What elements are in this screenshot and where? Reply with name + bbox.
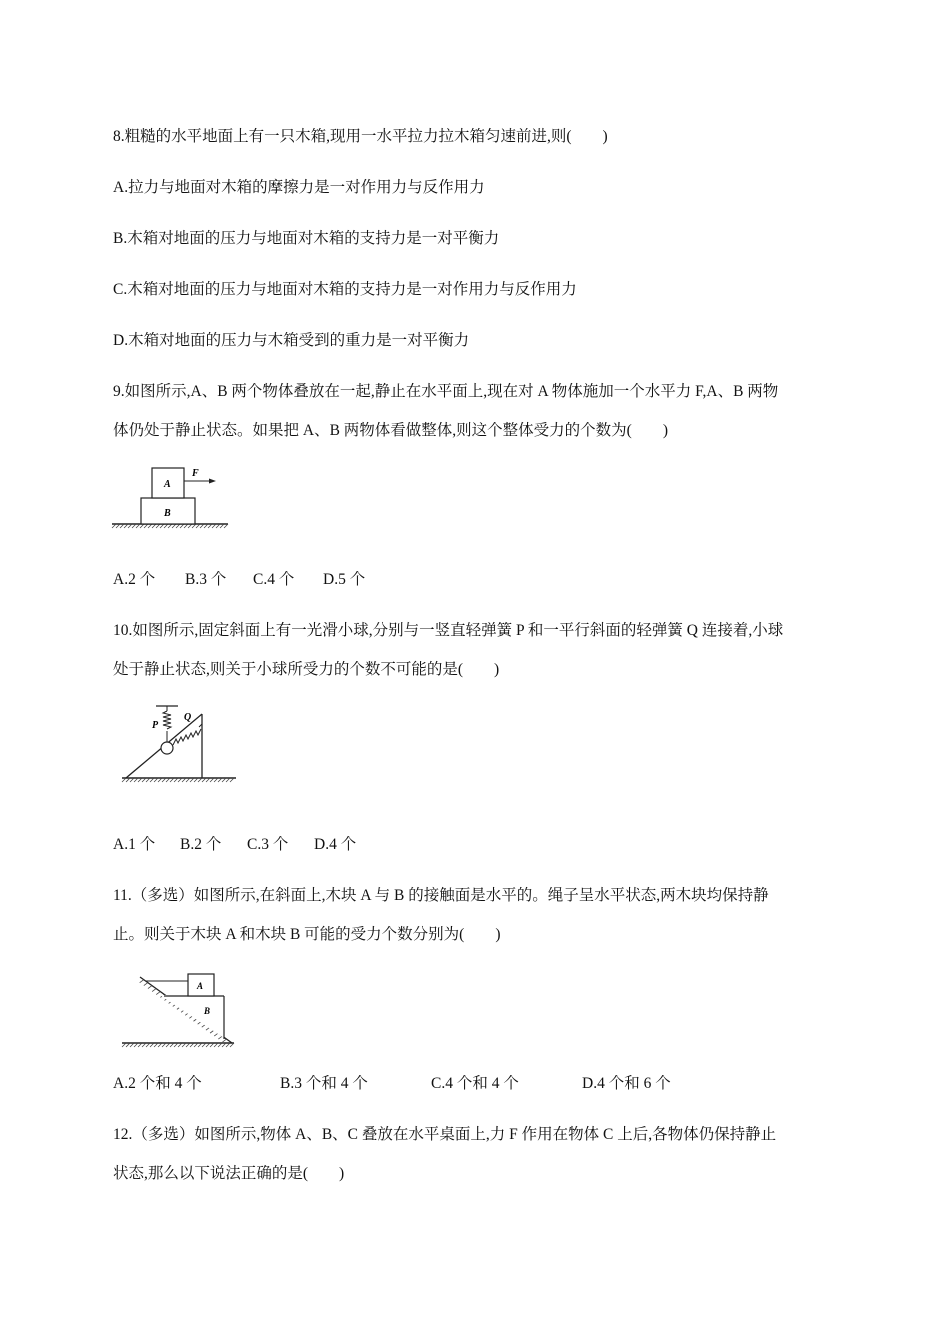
hatch-mark	[152, 989, 156, 992]
q9-stem-line1: 9.如图所示,A、B 两个物体叠放在一起,静止在水平面上,现在对 A 物体施加一个水平力 F,A、B 两物	[113, 383, 779, 400]
block-b-fill	[160, 995, 224, 1038]
q11-option-d: D.4 个和 6 个	[582, 1075, 671, 1092]
q10-stem-line1: 10.如图所示,固定斜面上有一光滑小球,分别与一竖直轻弹簧 P 和一平行斜面的轻弹簧 Q 连接着,小球	[113, 622, 784, 639]
q11-figure	[118, 965, 243, 1055]
hatch-mark	[144, 983, 148, 986]
q11-stem-line1: 11.（多选）如图所示,在斜面上,木块 A 与 B 的接触面是水平的。绳子呈水平状态,两木块均保持静	[113, 887, 769, 904]
q11-option-a: A.2 个和 4 个	[113, 1075, 202, 1092]
force-f-label: F	[192, 468, 199, 479]
spring-q-label: Q	[184, 712, 192, 723]
q9-option-c: C.4 个	[253, 571, 295, 588]
q9-option-a: A.2 个	[113, 571, 156, 588]
q9-option-d: D.5 个	[323, 571, 366, 588]
q10-option-c: C.3 个	[247, 836, 289, 853]
spring-q	[173, 729, 201, 745]
q11-option-b: B.3 个和 4 个	[280, 1075, 368, 1092]
hatch-mark	[218, 1036, 222, 1039]
q8-stem: 8.粗糙的水平地面上有一只木箱,现用一水平拉力拉木箱匀速前进,则( )	[113, 128, 608, 145]
q12-stem-line1: 12.（多选）如图所示,物体 A、B、C 叠放在水平桌面上,力 F 作用在物体 C 上后,各物体仍保持静止	[113, 1126, 777, 1143]
q11-option-c: C.4 个和 4 个	[431, 1075, 519, 1092]
hatch-mark	[148, 986, 152, 989]
q10-option-d: D.4 个	[314, 836, 357, 853]
block-a-label: A	[197, 981, 204, 991]
q8-option-b: B.木箱对地面的压力与地面对木箱的支持力是一对平衡力	[113, 230, 500, 247]
hatch-mark	[222, 1039, 226, 1042]
hatch-mark	[156, 992, 160, 995]
q11-stem-line2: 止。则关于木块 A 和木块 B 可能的受力个数分别为( )	[113, 926, 501, 943]
block-b-label: B	[164, 508, 171, 519]
block-b-label: B	[204, 1006, 211, 1016]
q9-stem-line2: 体仍处于静止状态。如果把 A、B 两物体看做整体,则这个整体受力的个数为( )	[113, 422, 668, 439]
q9-option-b: B.3 个	[185, 571, 227, 588]
spring-p	[163, 711, 171, 729]
q8-option-d: D.木箱对地面的压力与木箱受到的重力是一对平衡力	[113, 332, 470, 349]
force-arrow-head	[209, 479, 216, 484]
q10-option-b: B.2 个	[180, 836, 222, 853]
spring-p-label: P	[152, 720, 159, 731]
q10-option-a: A.1 个	[113, 836, 156, 853]
q8-option-c: C.木箱对地面的压力与地面对木箱的支持力是一对作用力与反作用力	[113, 281, 577, 298]
block-a-label: A	[164, 479, 171, 490]
q8-option-a: A.拉力与地面对木箱的摩擦力是一对作用力与反作用力	[113, 179, 485, 196]
ball	[161, 742, 173, 754]
q12-stem-line2: 状态,那么以下说法正确的是( )	[113, 1165, 345, 1182]
q10-stem-line2: 处于静止状态,则关于小球所受力的个数不可能的是( )	[113, 661, 500, 678]
hatch-mark	[140, 980, 144, 983]
q9-figure	[110, 462, 235, 537]
q10-figure	[118, 700, 243, 795]
